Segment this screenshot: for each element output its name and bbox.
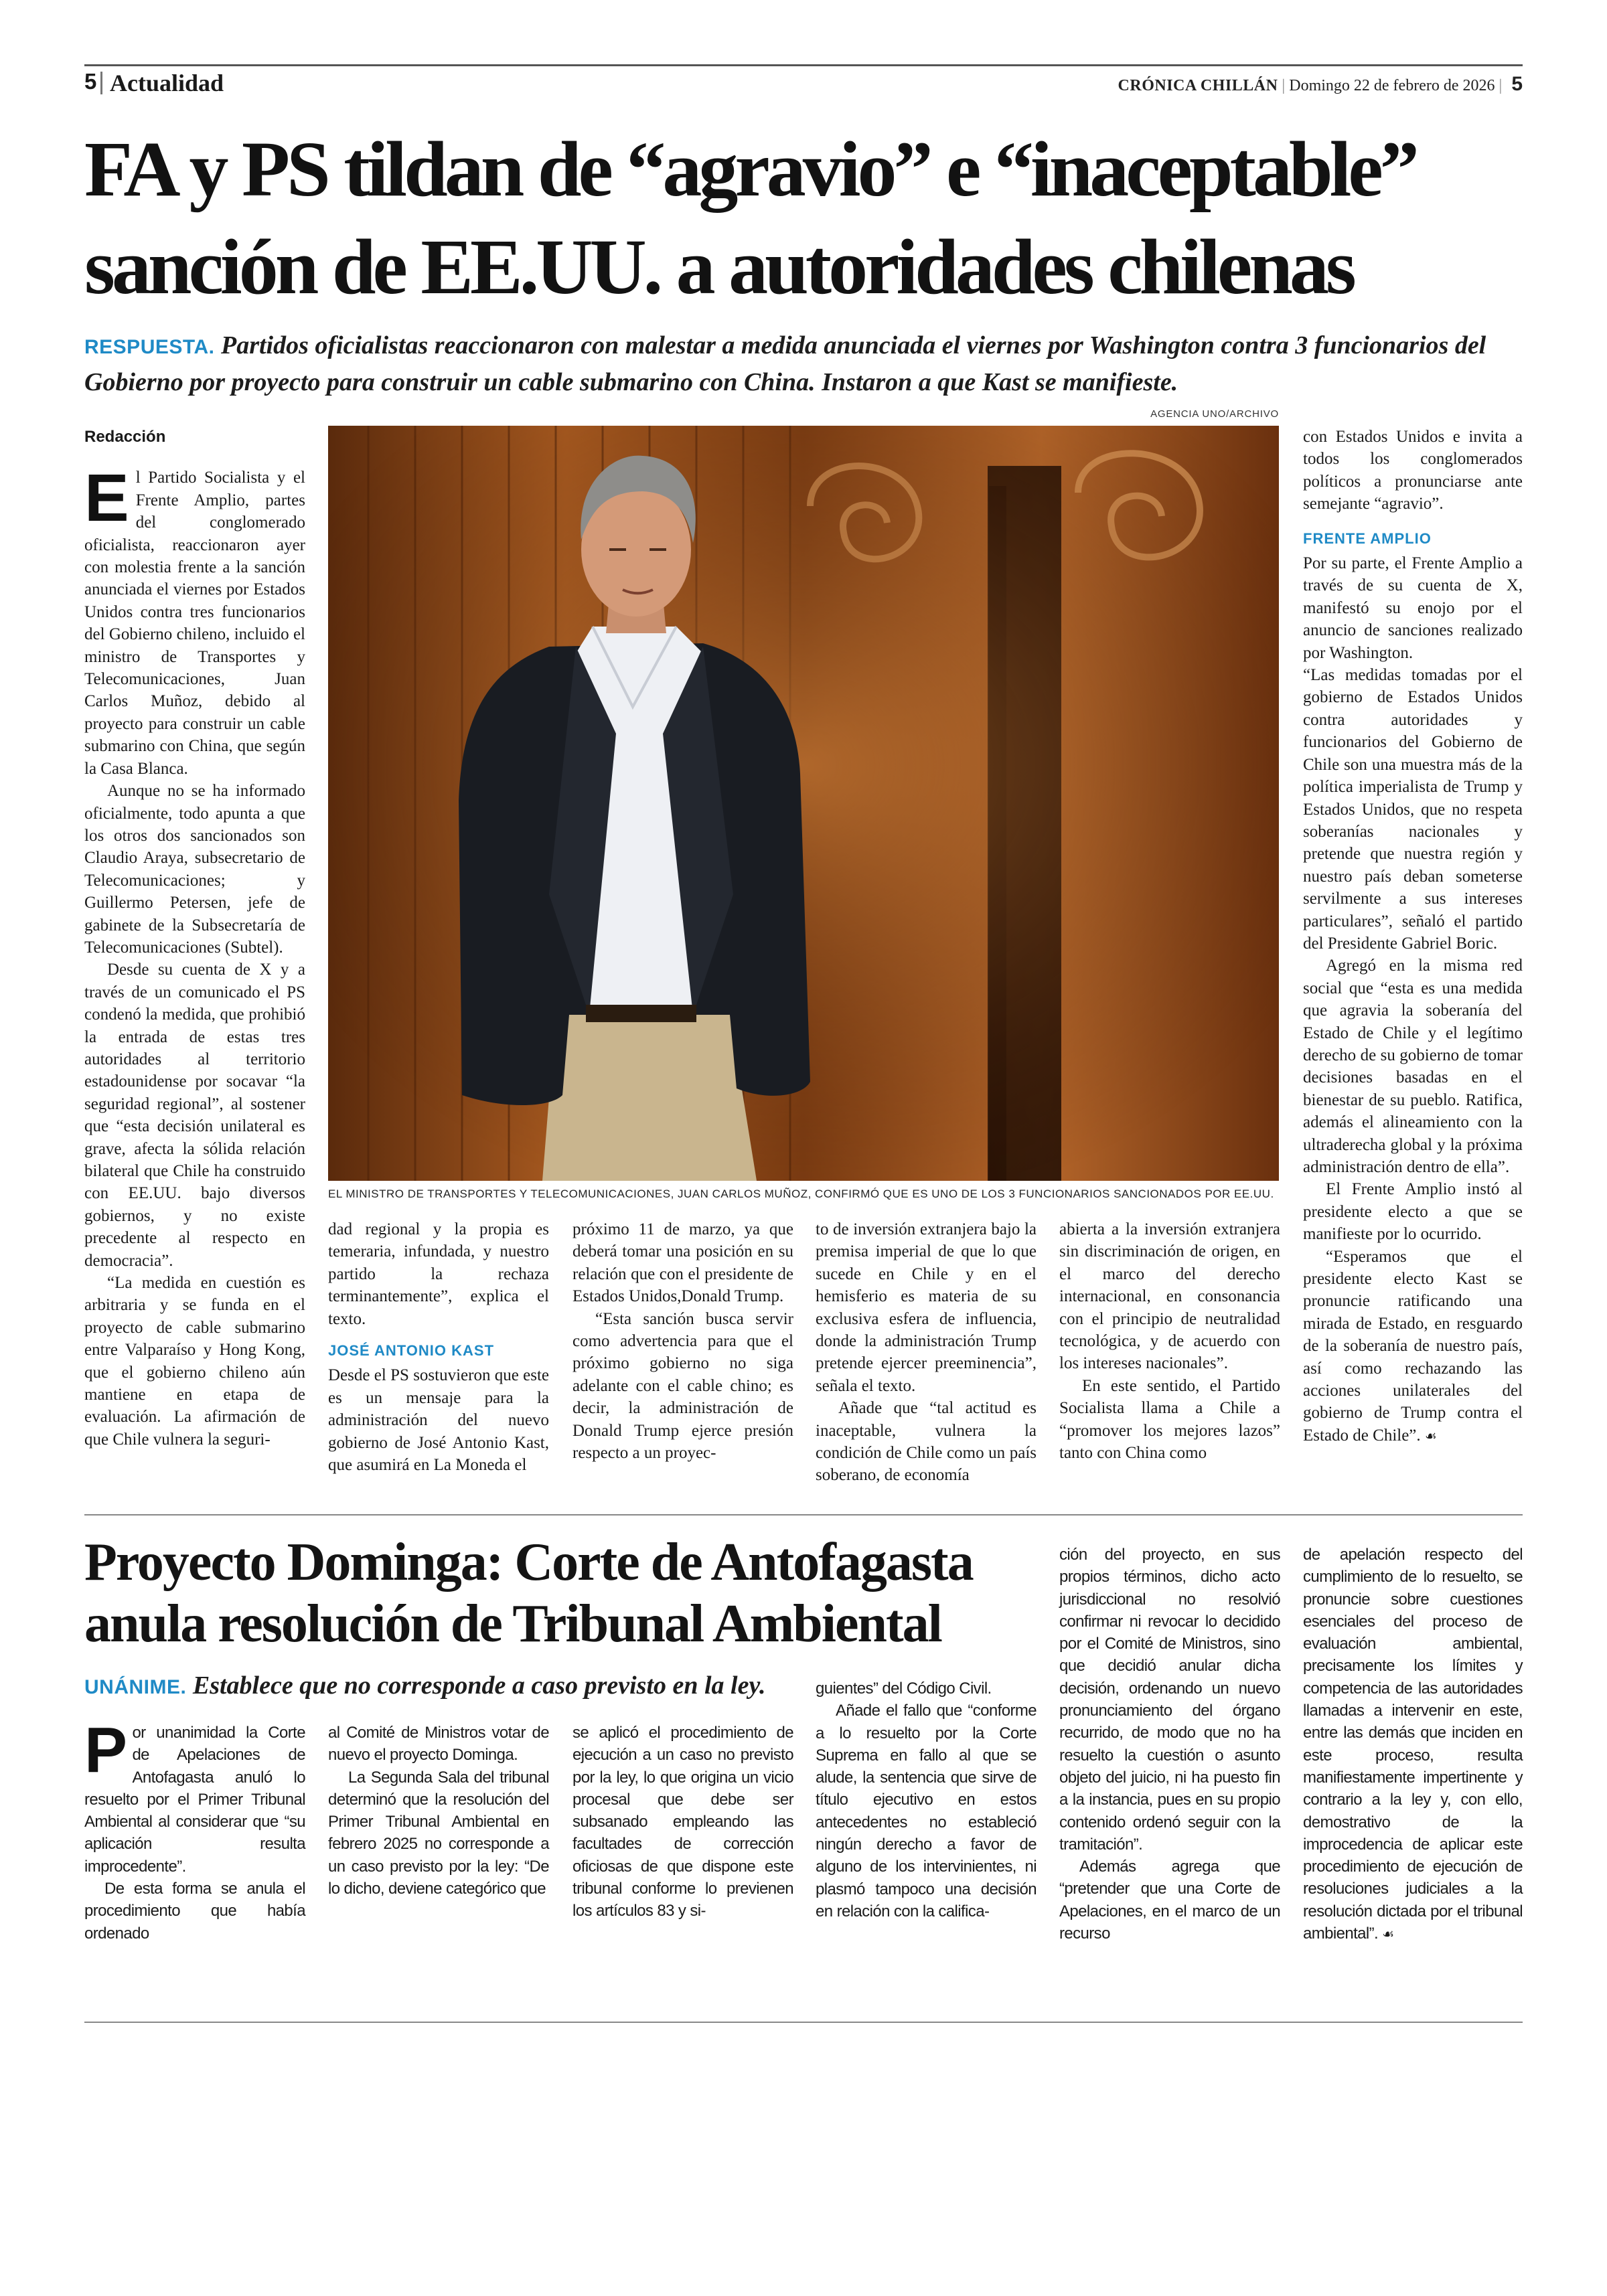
- article2-column-4: [816, 1677, 1037, 1922]
- article1-column-6: [1303, 426, 1523, 1447]
- issue-date: Domingo 22 de febrero de 2026: [1289, 77, 1495, 94]
- drop-cap: P: [84, 1714, 127, 1786]
- article1-paragraph: “Las medidas tomadas por el gobierno de Estados Unidos contra autoridades y funcionarios del Gobierno de Chile son una muestra más de la política imperialista de Trump y Estados Unidos, que no respeta soberanías nacionales y pretende que nuestra región y nuestro país deban someterse servilmente a sus intereses particulares”, señaló el partido del Presidente Gabriel Boric.: [1303, 666, 1523, 953]
- article1-paragraph: “Esta sanción busca servir como advertencia para que el próximo gobierno no siga adelante con el cable chino; es decir, la administración de Donald Trump ejerce presión respecto a un proyec-: [572, 1309, 793, 1463]
- article2-column-1: [84, 1714, 305, 1945]
- article2-paragraph: ción del proyecto, en sus propios términos, dicho acto jurisdiccional no resolvió confirmar ni revocar lo decidido por el Comité de Ministros, sino que decidió anular dicha decisión, ordenando un nuevo pronunciamiento del órgano recurrido, de modo que no ha resuelto la cuestión o asunto objeto del juicio, ni ha puesto fin a la instancia, pues en su propio contenido ordenó seguir con la tramitación”.: [1059, 1546, 1280, 1854]
- article1-paragraph: Desde el PS sostuvieron que este es un mensaje para la administración del nuevo gobierno de José Antonio Kast, que asumirá en La Moneda el: [328, 1366, 549, 1475]
- main-headline-line1: FA y PS tildan de “agravio” e “inaceptable”: [84, 125, 1416, 213]
- article2-column-5: [1059, 1544, 1280, 1945]
- article2-paragraph: Añade el fallo que “conforme a lo resuelto por la Corte Suprema en fallo al que se alude, la sentencia que sirve de título ejecutivo en estos antecedentes no estableció ningún derecho a favor de alguno de los intervinientes, ni plasmó tampoco una decisión en relación con la califica-: [816, 1702, 1037, 1920]
- newspaper-name: CRÓNICA CHILLÁN: [1118, 77, 1278, 94]
- second-headline-line1: Proyecto Dominga: Corte de Antofagasta: [84, 1533, 973, 1592]
- drop-cap: E: [84, 461, 129, 536]
- article2-paragraph: La Segunda Sala del tribunal determinó que la resolución del Primer Tribunal Ambiental en febrero 2025 no corresponde a un caso previsto por la ley: “De lo dicho, deviene categórico que: [328, 1768, 549, 1898]
- photo-credit: AGENCIA UNO/ARCHIVO: [1150, 408, 1279, 420]
- second-kicker-tag: UNÁNIME.: [84, 1676, 187, 1698]
- article2-paragraph: guientes” del Código Civil.: [816, 1679, 992, 1698]
- article1-column-4: [816, 1218, 1037, 1487]
- story-divider: [84, 1514, 1523, 1515]
- page-number-right: 5: [1511, 73, 1523, 95]
- page-number-left: 5: [84, 69, 97, 94]
- article1-paragraph: Agregó en la misma red social que “esta es una medida que agravia la soberanía del Estado de Chile y el legítimo derecho de su gobierno de tomar decisiones basadas en el bienestar de su pueblo. Ratifica, además el alineamiento con la ultraderecha global y la próxima administración dentro de ella”.: [1303, 957, 1523, 1176]
- main-headline: [84, 120, 1531, 316]
- article-photo: [328, 426, 1279, 1181]
- article2-column-2: [328, 1722, 549, 1900]
- photo-illustration: [328, 426, 1279, 1181]
- kicker-tag: RESPUESTA.: [84, 336, 215, 358]
- article1-paragraph: Desde su cuenta de X y a través de un comunicado el PS condenó la medida, que prohibió la entrada de estas tres autoridades al territorio estadounidense por socavar “la seguridad regional”, al sostener que “esta decisión unilateral es grave, afecta la sólida relación bilateral que Chile ha construido con EE.UU. bajo diversos gobiernos, y no existe precedente al respecto en democracia”.: [84, 961, 305, 1270]
- end-mark-icon: ☙: [1382, 1926, 1394, 1943]
- header-divider: [100, 72, 102, 94]
- article2-paragraph: al Comité de Ministros votar de nuevo el proyecto Dominga.: [328, 1724, 549, 1765]
- kicker-text: Partidos oficialistas reaccionaron con malestar a medida anunciada el viernes por Washington contra 3 funcionarios del Gobierno por proyecto para construir un cable submarino con China. Instaron a que Kast se manifieste.: [84, 331, 1486, 396]
- second-headline-line2: anula resolución de Tribunal Ambiental: [84, 1594, 941, 1653]
- end-mark-icon: ☙: [1424, 1427, 1437, 1444]
- article1-paragraph: próximo 11 de marzo, ya que deberá tomar una posición en su relación que con el presidente de Estados Unidos,Donald Trump.: [572, 1220, 793, 1306]
- article2-paragraph: de apelación respecto del cumplimiento de lo resuelto, se pronuncie sobre cuestiones esenciales del proceso de evaluación ambiental, precisamente los límites y competencia de las autoridades llamadas a intervenir en este, entre las demás que inciden en este proceso, resulta manifiestamente impertinente y contrario a la ley y, con ello, demostrativo de la improcedencia de aplicar este procedimiento de ejecución de resoluciones judiciales a la resolución dictada por el tribunal ambiental”. ☙: [1303, 1546, 1523, 1943]
- subhead-jose-antonio-kast: JOSÉ ANTONIO KAST: [328, 1342, 495, 1360]
- article2-column-6: [1303, 1544, 1523, 1945]
- photo-caption: EL MINISTRO DE TRANSPORTES Y TELECOMUNICACIONES, JUAN CARLOS MUÑOZ, CONFIRMÓ QUE ES UNO DE LOS 3 FUNCIONARIOS SANCIONADOS POR EE.UU.: [328, 1187, 1274, 1200]
- article2-paragraph: Por unanimidad la Corte de Apelaciones de Antofagasta anuló lo resuelto por el Primer Tribunal Ambiental al considerar que “su aplicación resulta improcedente”.: [84, 1714, 305, 1876]
- second-kicker: [84, 1669, 821, 1704]
- second-kicker-text: Establece que no corresponde a caso previsto en la ley.: [192, 1671, 766, 1700]
- article2-column-3: [572, 1722, 793, 1922]
- page-bottom-rule: [84, 2022, 1523, 2023]
- article1-paragraph: En este sentido, el Partido Socialista llama a Chile a “promover los mejores lazos” tanto con China como: [1059, 1376, 1280, 1463]
- subhead-frente-amplio: FRENTE AMPLIO: [1303, 529, 1432, 547]
- header-publication-info: CRÓNICA CHILLÁN | Domingo 22 de febrero de 2026 | 5: [1118, 73, 1523, 95]
- article1-column-2: [328, 1218, 549, 1476]
- article1-column-5: [1059, 1218, 1280, 1464]
- article1-paragraph: abierta a la inversión extranjera sin discriminación de origen, en el marco del derecho internacional, en consonancia con el principio de neutralidad tecnológica, y de acuerdo con los intereses nacionales”.: [1059, 1220, 1280, 1373]
- article1-paragraph: con Estados Unidos e invita a todos los conglomerados políticos a pronunciarse ante semejante “agravio”.: [1303, 428, 1523, 513]
- article2-paragraph: se aplicó el procedimiento de ejecución a un caso no previsto por la ley, lo que origina un vicio procesal que debe ser subsanado empleando las facultades de corrección oficiosas de que dispone este tribunal conforme lo previenen los artículos 83 y si-: [572, 1724, 793, 1920]
- article1-paragraph: El Partido Socialista y el Frente Amplio, partes del conglomerado oficialista, reaccionaron ayer con molestia frente a la sanción anunciada el viernes por Estados Unidos contra tres funcionarios del Gobierno chileno, incluido el ministro de Transportes y Telecomunicaciones, Juan Carlos Muñoz, debido al proyecto para construir un cable submarino con China, que según la Casa Blanca.: [84, 461, 305, 778]
- article1-paragraph: to de inversión extranjera bajo la premisa imperial de que lo que sucede en Chile y en el hemisferio es materia de su exclusiva esfera de influencia, donde la administración Trump pretende ejercer preeminencia”, señala el texto.: [816, 1220, 1037, 1395]
- article1-paragraph: Por su parte, el Frente Amplio a través de su cuenta de X, manifestó su enojo por el anuncio de sanciones realizado por Washington.: [1303, 554, 1523, 662]
- article1-paragraph: dad regional y la propia es temeraria, infundada, y nuestro partido la rechaza terminantemente”, explica el texto.: [328, 1220, 549, 1328]
- article1-column-1: [84, 426, 305, 1451]
- main-kicker: [84, 328, 1524, 400]
- article1-paragraph: “Esperamos que el presidente electo Kast se pronuncie ratificando una mirada de Estado, en resguardo de la soberanía de nuestro país, así como rechazando las acciones unilaterales del gobierno de Trump contra el Estado de Chile”. ☙: [1303, 1247, 1523, 1445]
- main-headline-line2: sanción de EE.UU. a autoridades chilenas: [84, 223, 1353, 311]
- article1-paragraph: El Frente Amplio instó al presidente electo a que se manifieste por lo ocurrido.: [1303, 1180, 1523, 1244]
- byline: Redacción: [84, 428, 166, 446]
- section-name: Actualidad: [110, 70, 224, 96]
- article1-column-3: [572, 1218, 793, 1464]
- article2-paragraph: De esta forma se anula el procedimiento que había ordenado: [84, 1880, 305, 1943]
- page-header: [84, 64, 1523, 100]
- article2-paragraph: Además agrega que “pretender que una Corte de Apelaciones, en el marco de un recurso: [1059, 1858, 1280, 1943]
- article1-paragraph: Añade que “tal actitud es inaceptable, vulnera la condición de Chile como un país soberano, de economía: [816, 1399, 1037, 1485]
- second-headline: [84, 1532, 1042, 1655]
- article1-paragraph: Aunque no se ha informado oficialmente, todo apunta a que los otros dos sancionados son Claudio Araya, subsecretario de Telecomunicaciones; y Guillermo Petersen, jefe de gabinete de la Subsecretaría de Telecomunicaciones (Subtel).: [84, 782, 305, 957]
- article1-paragraph: “La medida en cuestión es arbitraria y se funda en el proyecto de cable submarino entre Valparaíso y Hong Kong, que el gobierno chileno aún mantiene en etapa de evaluación. La afirmación de que Chile vulnera la seguri-: [84, 1274, 305, 1449]
